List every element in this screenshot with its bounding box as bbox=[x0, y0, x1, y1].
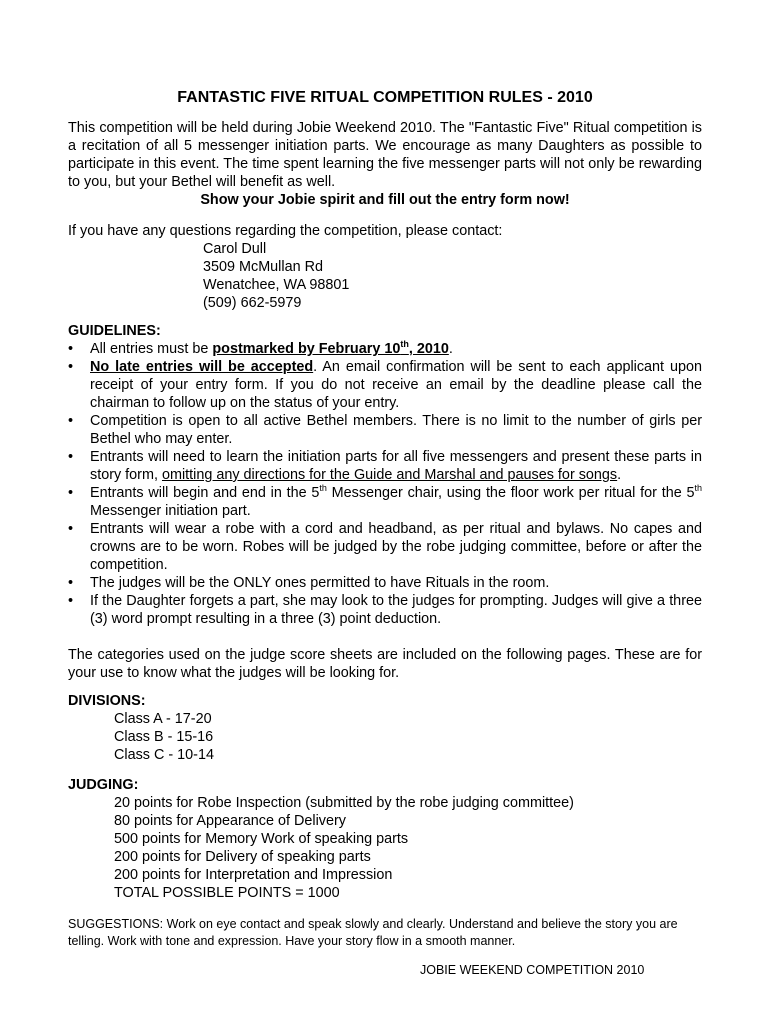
contact-city: Wenatchee, WA 98801 bbox=[203, 277, 350, 293]
judging-item: 20 points for Robe Inspection (submitted by the robe judging committee) bbox=[114, 795, 574, 811]
bullet-text: . An email confirmation will be sent to each applicant upon receipt of your entry form. If you do not receive an email by the deadline please call the chairman to follow up on the status of your entry. bbox=[90, 359, 702, 411]
bullet-text: Entrants will need to learn the initiation parts for all five messengers and present these parts in story form, bbox=[90, 449, 702, 483]
list-item: • Entrants will wear a robe with a cord and headband, as per ritual and bylaws. No capes and crowns are to be worn. Robes will be judged by the robe judging committee, before or after the competition. bbox=[68, 520, 702, 574]
guidelines-list bbox=[68, 340, 702, 628]
deadline-year: , 2010 bbox=[408, 341, 449, 357]
ordinal-suffix: th bbox=[400, 339, 409, 350]
deadline-emphasis bbox=[212, 341, 448, 357]
bullet-text: . bbox=[448, 341, 453, 357]
intro-paragraph: This competition will be held during Jobie Weekend 2010. The "Fantastic Five" Ritual competition is a recitation of all 5 messenger initiation parts. We encourage as many Daughters as possible to participate in this event. The time spent learning the five messenger parts will not only be rewarding to you, but your Bethel will benefit as well. bbox=[68, 120, 702, 190]
list-item bbox=[68, 448, 702, 484]
list-item bbox=[68, 340, 702, 358]
divisions-heading: DIVISIONS: bbox=[68, 693, 146, 709]
bullet-text: All entries must be bbox=[90, 341, 213, 357]
list-item: • If the Daughter forgets a part, she may look to the judges for prompting. Judges will give a three (3) word prompt resulting in a three (3) point deduction. bbox=[68, 592, 702, 628]
list-item bbox=[68, 358, 702, 412]
contact-phone: (509) 662-5979 bbox=[203, 295, 302, 311]
division-item: Class A - 17-20 bbox=[114, 711, 212, 727]
suggestions: SUGGESTIONS: Work on eye contact and speak slowly and clearly. Understand and believe the story you are telling. Work with tone and expression. Have your story flow in a smooth manner. bbox=[68, 917, 678, 948]
intro-callout: Show your Jobie spirit and fill out the entry form now! bbox=[200, 192, 570, 208]
late-entries-emphasis: No late entries will be accepted bbox=[90, 359, 314, 375]
judging-item: 200 points for Delivery of speaking parts bbox=[114, 849, 371, 865]
underlined-text: omitting any directions for the Guide and Marshal and pauses for songs bbox=[161, 467, 618, 483]
judging-item: 200 points for Interpretation and Impression bbox=[114, 867, 393, 883]
contact-section bbox=[68, 222, 702, 312]
divisions-section bbox=[68, 692, 702, 764]
contact-name: Carol Dull bbox=[203, 241, 267, 257]
ordinal-suffix: th bbox=[319, 483, 327, 494]
page-footer: JOBIE WEEKEND COMPETITION 2010 bbox=[420, 963, 645, 977]
bullet-text: . bbox=[617, 467, 622, 483]
list-item: • The judges will be the ONLY ones permitted to have Rituals in the room. bbox=[68, 574, 702, 592]
judging-heading: JUDGING: bbox=[68, 777, 139, 793]
division-item: Class C - 10-14 bbox=[114, 747, 214, 763]
contact-street: 3509 McMullan Rd bbox=[203, 259, 323, 275]
list-item: • Competition is open to all active Bethel members. There is no limit to the number of girls per Bethel who may enter. bbox=[68, 412, 702, 448]
division-item: Class B - 15-16 bbox=[114, 729, 214, 745]
bullet-text: Messenger chair, using the floor work per ritual for the 5 bbox=[326, 485, 695, 501]
judging-section bbox=[68, 776, 702, 902]
judging-item: 80 points for Appearance of Delivery bbox=[114, 813, 346, 829]
bullet-text: Messenger initiation part. bbox=[90, 503, 251, 519]
page-title: FANTASTIC FIVE RITUAL COMPETITION RULES - 2010 bbox=[177, 89, 593, 106]
judging-item: 500 points for Memory Work of speaking parts bbox=[114, 831, 409, 847]
guidelines-heading: GUIDELINES: bbox=[68, 323, 161, 339]
list-item bbox=[68, 484, 702, 520]
bullet-text: Entrants will begin and end in the 5 bbox=[90, 485, 320, 501]
guidelines-section bbox=[68, 322, 702, 628]
judging-total: TOTAL POSSIBLE POINTS = 1000 bbox=[114, 885, 340, 901]
categories-note: The categories used on the judge score sheets are included on the following pages. These are for your use to know what the judges will be looking for. bbox=[68, 647, 702, 681]
ordinal-suffix: th bbox=[694, 483, 702, 494]
contact-lead: If you have any questions regarding the competition, please contact: bbox=[68, 223, 503, 239]
deadline-text: postmarked by February 10 bbox=[212, 341, 401, 357]
